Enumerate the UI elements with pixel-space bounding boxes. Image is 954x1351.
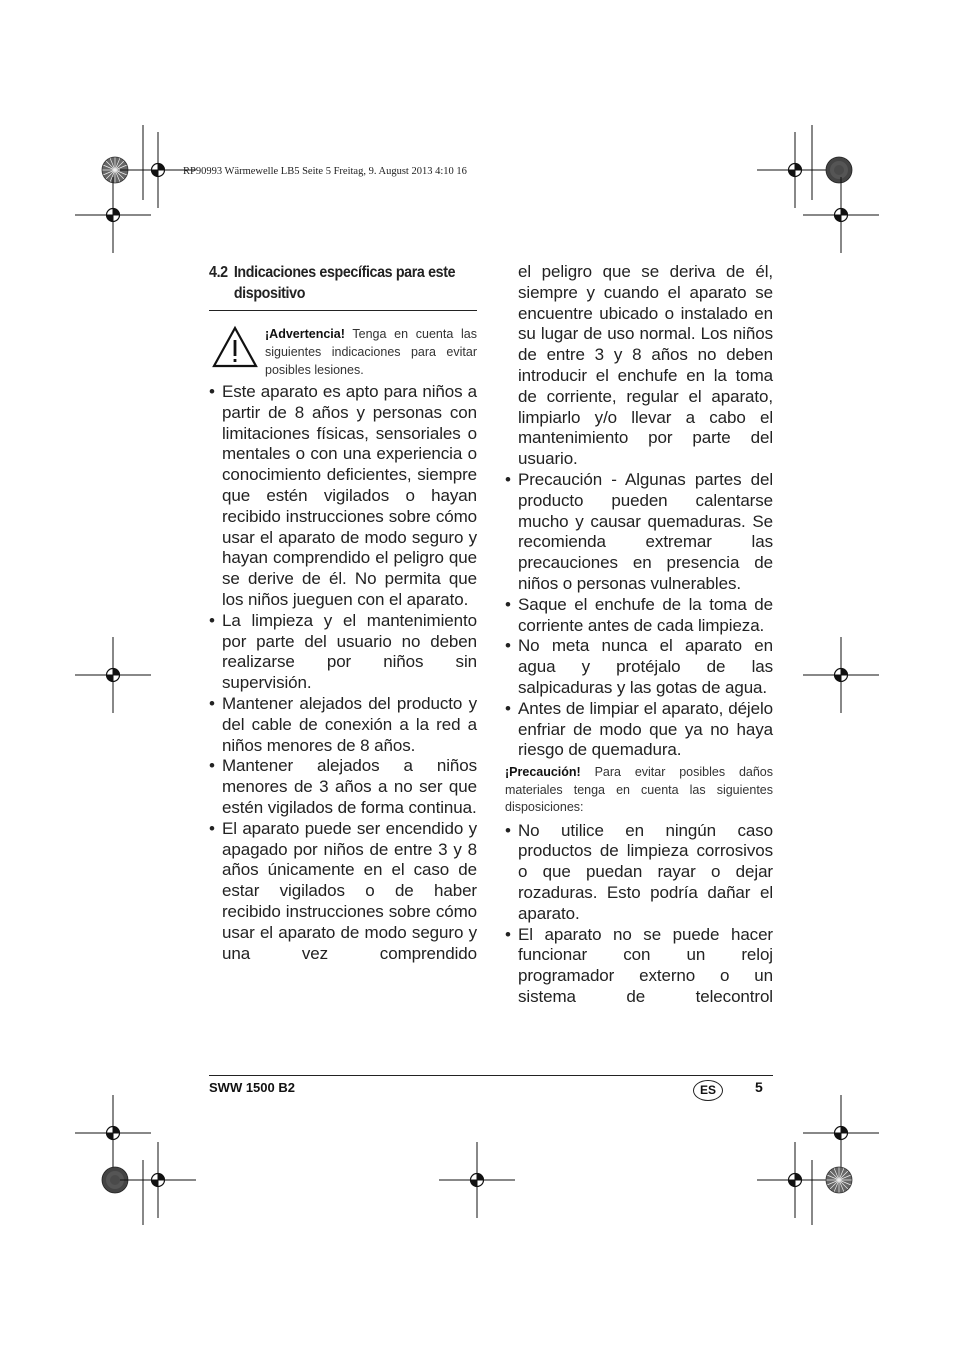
page-number: 5: [755, 1079, 763, 1095]
list-item: • No meta nunca el aparato en agua y protéjalo de las salpicaduras y las gotas de agua.: [505, 636, 773, 698]
list-item: • Mantener alejados del producto y del cable de conexión a la red a niños menores de 8 años.: [209, 694, 477, 756]
warning-body: Tenga en cuenta las siguientes indicaciones para evitar posibles lesiones.: [265, 327, 477, 377]
caution-body: Para evitar posibles daños materiales tenga en cuenta las siguientes disposiciones:: [505, 765, 773, 815]
list-item: • Saque el enchufe de la toma de corriente antes de cada limpieza.: [505, 595, 773, 637]
right-bullet-list-2: [505, 821, 773, 1008]
list-item: • La limpieza y el mantenimiento por parte del usuario no deben realizarse por niños sin supervisión.: [209, 611, 477, 694]
section-rule: [209, 310, 477, 311]
continued-paragraph: el peligro que se deriva de él, siempre y cuando el aparato se encuentre ubicado o instalado en su lugar de uso normal. Los niños de entre 3 y 8 años no deben introducir el enchufe en la toma de corriente, regular el aparato, limpiarlo y/o llevar a cabo el mantenimiento por parte del usuario.: [518, 262, 773, 469]
language-badge: ES: [693, 1080, 723, 1101]
print-header: RP90993 Wärmewelle LB5 Seite 5 Freitag, 9. August 2013 4:10 16: [183, 166, 467, 177]
list-item: • El aparato no se puede hacer funcionar con un reloj programador externo o un sistema de telecontrol: [505, 925, 773, 1008]
left-column: [209, 262, 477, 964]
footer-model: SWW 1500 B2: [209, 1080, 295, 1095]
warning-triangle-icon: [211, 325, 259, 369]
right-bullet-list: [505, 470, 773, 761]
list-item: • Mantener alejados a niños menores de 3 años a no ser que estén vigilados de forma continua.: [209, 756, 477, 818]
right-column: [505, 262, 773, 1008]
left-bullet-list: [209, 382, 477, 964]
list-item: • No utilice en ningún caso productos de limpieza corrosivos o que puedan rayar o dejar rozaduras. Esto podría dañar el aparato.: [505, 821, 773, 925]
warning-label: ¡Advertencia!: [265, 327, 345, 341]
list-item: • El aparato puede ser encendido y apagado por niños de entre 3 y 8 años únicamente en el caso de estar vigilados o de haber recibido instrucciones sobre cómo usar el aparato de modo seguro y una vez comprendido: [209, 819, 477, 965]
footer-rule: [209, 1075, 773, 1076]
list-item: • Este aparato es apto para niños a partir de 8 años y personas con limitaciones físicas, sensoriales o mentales o con una experiencia o conocimiento deficientes, siempre que estén vigilados o hayan recibido instrucciones sobre cómo usar el aparato de modo seguro y hayan comprendido el peligro que se derive de él. No permita que los niños jueguen con el aparato.: [209, 382, 477, 611]
caution-label: ¡Precaución!: [505, 765, 581, 780]
caution-note: [505, 764, 773, 817]
section-number: 4.2: [209, 264, 228, 281]
warning-text: [265, 325, 477, 379]
section-title-text: Indicaciones específicas para este dispositivo: [233, 264, 456, 302]
list-item: • Antes de limpiar el aparato, déjelo enfriar de modo que ya no haya riesgo de quemadura.: [505, 699, 773, 761]
list-item: • Precaución - Algunas partes del producto pueden calentarse mucho y causar quemaduras. Se recomienda extremar las precauciones en presencia de niños o personas vulnerables.: [505, 470, 773, 595]
warning-block: [209, 325, 477, 379]
section-title: [209, 262, 456, 304]
